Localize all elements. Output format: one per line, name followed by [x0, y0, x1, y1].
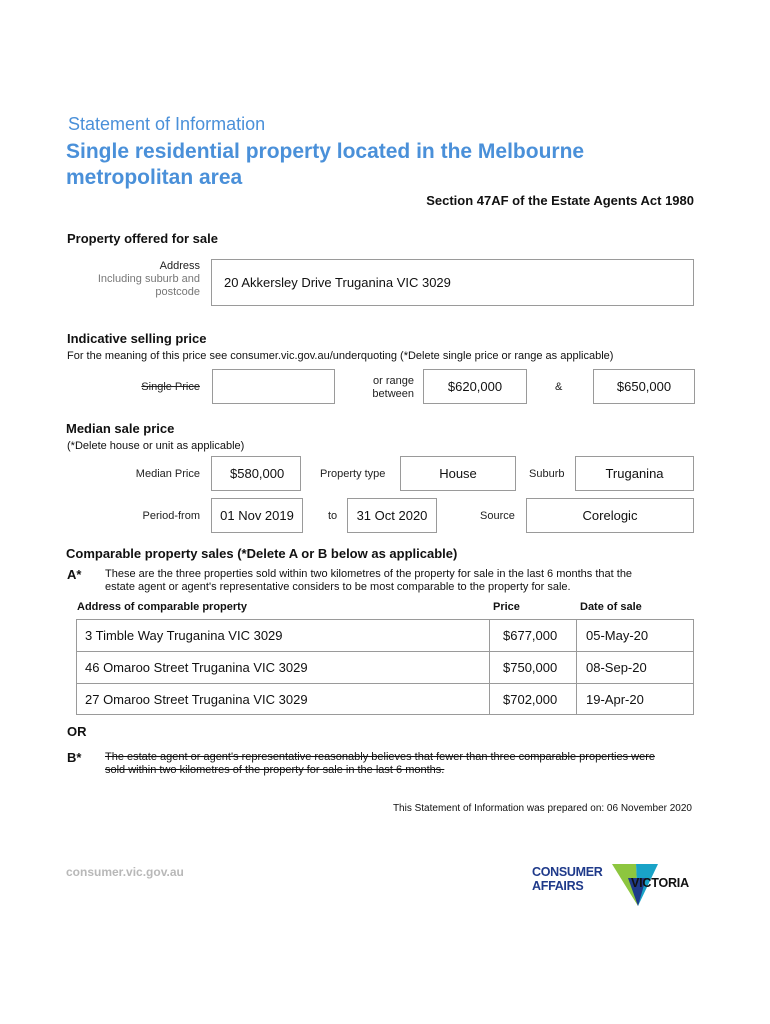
- table-row-2-address: [76, 651, 490, 684]
- option-a-text-line2: estate agent or agent's representative considers to be most comparable to the property for sale.: [105, 581, 571, 593]
- table-row-3-price-text: $702,000: [503, 691, 558, 707]
- page-heading-line2: metropolitan area: [66, 166, 243, 189]
- cav-logo: [528, 862, 698, 912]
- column-header-address: Address of comparable property: [77, 601, 247, 613]
- table-row-1-price: [489, 619, 577, 652]
- column-header-price: Price: [493, 601, 520, 613]
- median-note: (*Delete house or unit as applicable): [67, 440, 245, 452]
- median-price-value: $580,000: [230, 466, 285, 481]
- logo-text-victoria: VICTORIA: [631, 876, 689, 890]
- table-row-3-address: [76, 683, 490, 715]
- period-from-field[interactable]: [211, 498, 303, 533]
- single-price-field[interactable]: [212, 369, 335, 404]
- to-label: to: [328, 510, 338, 522]
- address-sublabel-1: Including suburb and: [97, 273, 200, 285]
- suburb-field[interactable]: [575, 456, 694, 491]
- table-row-1-address-text: 3 Timble Way Truganina VIC 3029: [85, 628, 283, 643]
- logo-text-consumer: CONSUMER: [532, 865, 603, 879]
- doc-title: Statement of Information: [68, 114, 266, 134]
- range-ampersand: &: [555, 381, 563, 393]
- logo-text-affairs: AFFAIRS: [532, 879, 584, 893]
- option-a-marker: A*: [67, 567, 82, 582]
- option-b-text-line2: sold within two kilometres of the property for sale in the last 6 months.: [105, 764, 445, 776]
- table-row-3-date: [576, 683, 694, 715]
- or-label: OR: [67, 724, 87, 739]
- property-type-label: Property type: [320, 468, 386, 480]
- option-b-marker: B*: [67, 750, 82, 765]
- property-type-value: House: [439, 466, 477, 481]
- median-price-field[interactable]: [211, 456, 301, 491]
- source-value: Corelogic: [582, 508, 638, 523]
- table-row-2-price-text: $750,000: [503, 660, 558, 675]
- table-row-1-price-text: $677,000: [503, 628, 558, 643]
- period-from-label: Period-from: [142, 510, 200, 522]
- table-row-3-price: [489, 683, 577, 715]
- property-section-title: Property offered for sale: [67, 231, 218, 246]
- address-field[interactable]: [211, 259, 694, 306]
- indicative-section-title: Indicative selling price: [67, 331, 207, 346]
- table-row-2-price: [489, 651, 577, 684]
- option-a-text-line1: These are the three properties sold within two kilometres of the property for sale in the last 6 months that the: [105, 568, 633, 580]
- indicative-note: For the meaning of this price see consumer.vic.gov.au/underquoting (*Delete single price or range as applicable): [67, 350, 614, 362]
- option-b-text-line1: The estate agent or agent's representative reasonably believes that fewer than three comparable properties were: [105, 751, 655, 763]
- comparable-section-title: Comparable property sales (*Delete A or B below as applicable): [66, 546, 458, 561]
- page-heading-line1: Single residential property located in the Melbourne: [66, 140, 585, 163]
- range-high-value: $650,000: [616, 379, 672, 394]
- period-to-field[interactable]: [347, 498, 437, 533]
- range-low-value: $620,000: [447, 379, 503, 394]
- median-section-title: Median sale price: [66, 421, 175, 436]
- table-row-1-address: [76, 619, 490, 652]
- table-row-2-date: [576, 651, 694, 684]
- section-reference: Section 47AF of the Estate Agents Act 1980: [426, 193, 694, 208]
- table-row-2-address-text: 46 Omaroo Street Truganina VIC 3029: [85, 660, 308, 675]
- address-label: Address: [159, 260, 200, 272]
- suburb-label: Suburb: [529, 468, 565, 480]
- table-row-3-address-text: 27 Omaroo Street Truganina VIC 3029: [85, 691, 308, 707]
- property-type-field[interactable]: [400, 456, 516, 491]
- median-price-label: Median Price: [135, 468, 200, 480]
- period-from-value: 01 Nov 2019: [220, 508, 294, 523]
- suburb-value: Truganina: [605, 466, 664, 481]
- column-header-date: Date of sale: [580, 601, 642, 613]
- table-row-1-date: [576, 619, 694, 652]
- prepared-date-note: This Statement of Information was prepared on: 06 November 2020: [392, 803, 692, 814]
- table-row-2-date-text: 08-Sep-20: [586, 660, 647, 675]
- footer-website: consumer.vic.gov.au: [66, 865, 184, 879]
- range-low-field[interactable]: [423, 369, 527, 404]
- period-to-value: 31 Oct 2020: [356, 508, 428, 523]
- range-high-field[interactable]: [593, 369, 695, 404]
- range-label-2: between: [372, 388, 414, 400]
- table-row-1-date-text: 05-May-20: [586, 628, 649, 643]
- source-label: Source: [480, 510, 515, 522]
- single-price-label: Single Price: [141, 381, 200, 393]
- source-field[interactable]: [526, 498, 694, 533]
- range-label-1: or range: [373, 375, 414, 387]
- address-value: 20 Akkersley Drive Truganina VIC 3029: [224, 275, 451, 290]
- table-row-3-date-text: 19-Apr-20: [586, 691, 644, 707]
- address-sublabel-2: postcode: [155, 286, 200, 298]
